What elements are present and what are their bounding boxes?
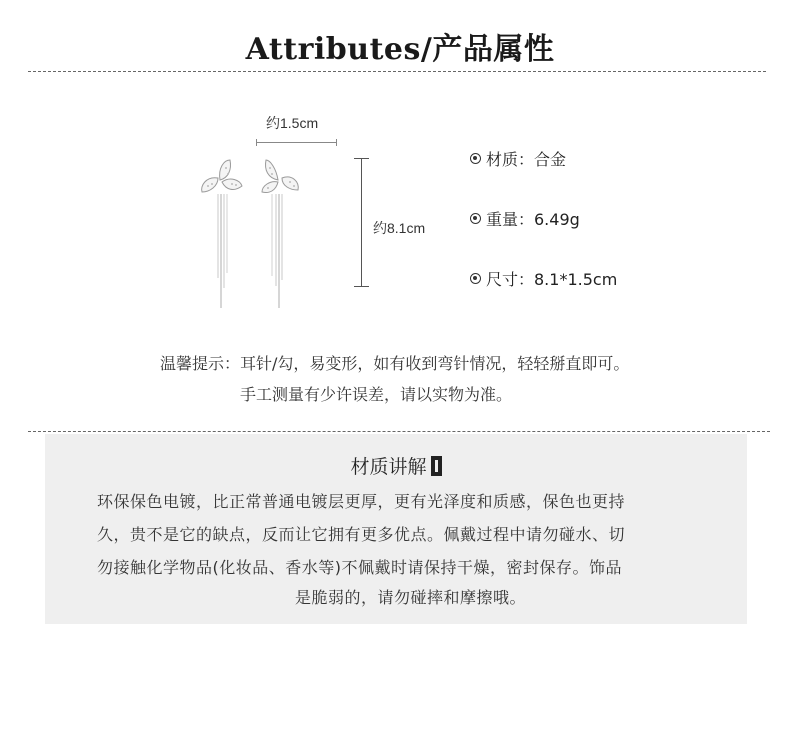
- length-measurement-label: 约8.1cm: [373, 220, 426, 236]
- width-measurement-label: 约1.5cm: [266, 115, 319, 131]
- material-line-3: 勿接触化学物品(化妆品、香水等)不佩戴时请保持干燥，密封保存。饰品: [97, 558, 622, 577]
- bullet-icon: [470, 273, 481, 284]
- attribute-weight: [470, 207, 580, 230]
- material-title-text: 材质讲解: [350, 456, 427, 478]
- material-panel-title: [45, 452, 747, 479]
- earring-left-image: [196, 158, 246, 313]
- length-measurement-cap-top: [354, 158, 369, 159]
- material-line-1: 环保保色电镀，比正常普通电镀层更厚，更有光泽度和质感，保色也更持: [97, 492, 626, 511]
- attribute-material-text: 材质：合金: [486, 150, 567, 169]
- tip-line-2: 手工测量有少许误差，请以实物为准。: [240, 385, 513, 404]
- material-line-4: 是脆弱的，请勿碰摔和摩擦哦。: [295, 588, 527, 607]
- attribute-size-text: 尺寸：8.1*1.5cm: [486, 270, 618, 289]
- width-measurement-cap-left: [256, 139, 257, 146]
- attribute-size: [470, 267, 617, 290]
- divider-top: [28, 71, 766, 72]
- divider-bottom: [28, 431, 770, 432]
- length-measurement-cap-bottom: [354, 286, 369, 287]
- width-measurement-cap-right: [336, 139, 337, 146]
- page-title: Attributes/产品属性: [245, 32, 555, 67]
- attribute-material: [470, 147, 566, 170]
- material-panel: [45, 434, 747, 624]
- width-measurement-line: [256, 142, 336, 143]
- length-measurement-line: [361, 158, 362, 286]
- attribute-weight-text: 重量：6.49g: [486, 210, 580, 229]
- bullet-icon: [470, 153, 481, 164]
- bullet-icon: [470, 213, 481, 224]
- material-line-2: 久，贵不是它的缺点，反而让它拥有更多优点。佩戴过程中请勿碰水、切: [97, 525, 626, 544]
- tip-line-1: 温馨提示：耳针/勾，易变形，如有收到弯针情况，轻轻掰直即可。: [160, 354, 630, 373]
- cursor-icon: [431, 456, 442, 476]
- earring-right-image: [258, 158, 308, 313]
